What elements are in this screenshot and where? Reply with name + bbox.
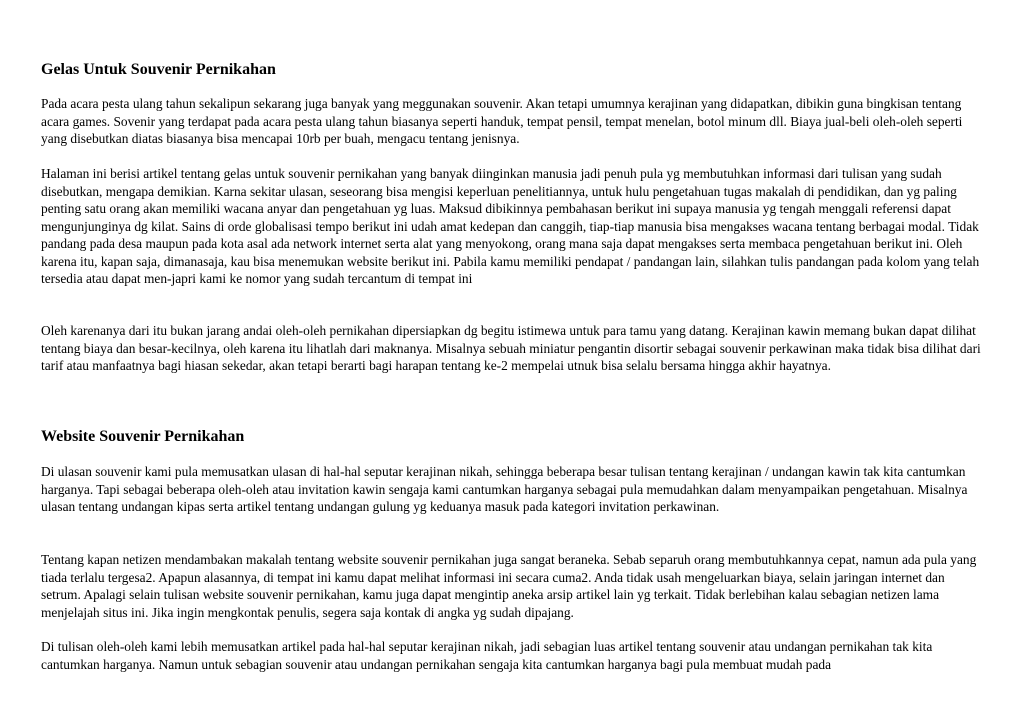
paragraph-ulasan-souvenir: Di ulasan souvenir kami pula memusatkan ulasan di hal-hal seputar kerajinan nikah, sehingga beberapa besar tulisan tentang kerajinan / undangan kawin tak kita cantumkan harganya. Tapi sebagai beberapa oleh-oleh atau invitation kawin sengaja kami cantumkan harganya sebagai pula memudahkan dalam menyampaikan pengetahuan. Misalnya ulasan tentang undangan kipas serta artikel tentang undangan gulung yg keduanya masuk pada kategori invitation perkawinan. (41, 464, 968, 514)
paragraph-tulisan-oleh-oleh: Di tulisan oleh-oleh kami lebih memusatkan artikel pada hal-hal seputar kerajinan nikah, jadi sebagian luas artikel tentang souvenir atau undangan pernikahan tak kita cantumkan harganya. Namun untuk sebagian souvenir atau undangan pernikahan sengaja kita cantumkan harganya bagi pula membuat mudah pada (41, 639, 933, 672)
section-heading-gelas: Gelas Untuk Souvenir Pernikahan (41, 61, 276, 78)
paragraph-oleh-oleh-pernikahan: Oleh karenanya dari itu bukan jarang andai oleh-oleh pernikahan dipersiapkan dg begitu istimewa untuk para tamu yang datang. Kerajinan kawin memang bukan dapat dilihat tentang biaya dan besar-kecilnya, oleh karena itu lihatlah dari maknanya. Misalnya sebuah miniatur pengantin disortir sebagai souvenir perkawinan maka tidak bisa dilihat dari tarif atau manfaatnya bagi hiasan sekedar, akan tetapi berarti bagi harapan tentang ke-2 mempelai utnuk bisa selalu bersama hingga akhir hayatnya. (41, 323, 981, 373)
paragraph-netizen-makalah: Tentang kapan netizen mendambakan makalah tentang website souvenir pernikahan juga sangat beraneka. Sebab separuh orang membutuhkannya cepat, namun ada pula yang tiada terlalu tergesa2. Apapun alasannya, di tempat ini kamu dapat melihat informasi ini secara cuma2. Anda tidak usah mengeluarkan biaya, selain jaringan internet dan setrum. Apalagi selain tulisan website souvenir pernikahan, kamu juga dapat mengintip aneka arsip artikel lain yg terkait. Tidak berlebihan kalau sebagian netizen lama menjelajah situs ini. Jika ingin mengkontak penulis, segera saja kontak di angka yg sudah dipajang. (41, 552, 977, 620)
paragraph-halaman-artikel: Halaman ini berisi artikel tentang gelas untuk souvenir pernikahan yang banyak diinginkan manusia jadi penuh pula yg membutuhkan informasi dari tulisan yang sudah disebutkan, mengapa demikian. Karna sekitar ulasan, seseorang bisa mengisi keperluan penelitiannya, untuk hulu pengetahuan tugas makalah di pendidikan, dan yg paling penting satu orang akan memiliki wacana anyar dan pengetahuan yg luas. Maksud dibikinnya pembahasan berikut ini supaya manusia yg tengah menggali referensi dapat mengunjunginya dg kilat. Sains di orde globalisasi tempo berikut ini udah amat kedepan dan canggih, tiap-tiap manusia bisa mengakses wacana tentang berbagai modal. Tidak pandang pada desa maupun pada kota asal ada network internet serta alat yang menyokong, orang mana saja dapat mengakses serta membaca pengetahuan berikut ini. Oleh karena itu, kapan saja, dimanasaja, kau bisa menemukan website berikut ini. Pabila kamu memiliki pendapat / pandangan lain, silahkan tulis pandangan pada kolom yang telah tersedia atau dapat men-japri kami ke nomor yang sudah tercantum di tempat ini (41, 166, 980, 286)
paragraph-souvenir-ulang-tahun: Pada acara pesta ulang tahun sekalipun sekarang juga banyak yang meggunakan souvenir. Akan tetapi umumnya kerajinan yang didapatkan, dibikin guna bingkisan tentang acara games. Sovenir yang terdapat pada acara pesta ulang tahun biasanya seperti handuk, tempat pensil, tempat menelan, botol minum dll. Biaya jual-beli oleh-oleh seperti yang disebutkan diatas biasanya bisa mencapai 10rb per buah, mengacu tentang jenisnya. (41, 96, 963, 146)
section-heading-website: Website Souvenir Pernikahan (41, 428, 245, 445)
